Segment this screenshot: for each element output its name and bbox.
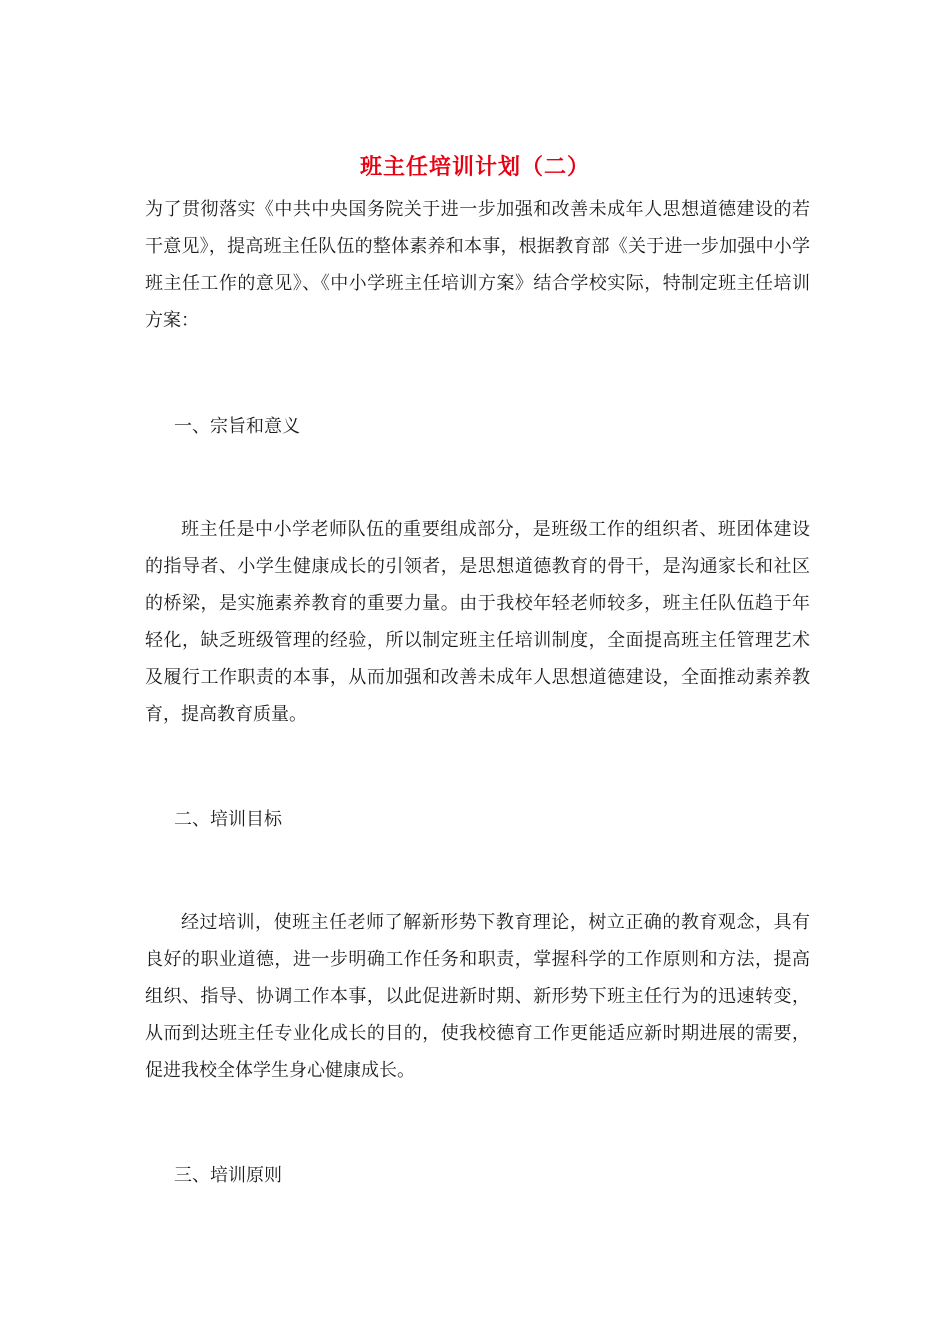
section-body-goals: 经过培训，使班主任老师了解新形势下教育理论，树立正确的教育观念，具有良好的职业道德，进一步明确工作任务和职责，掌握科学的工作原则和方法，提高组织、指导、协调工作本事，以此促进新时期、新形势下班主任行为的迅速转变，从而到达班主任专业化成长的目的，使我校德育工作更能适应新时期进展的需要，促进我校全体学生身心健康成长。 (145, 912, 810, 1081)
section-heading-purpose: 一、宗旨和意义 (174, 416, 300, 437)
document-title: 班主任培训计划（二） (359, 154, 590, 180)
section-heading-principles: 三、培训原则 (174, 1165, 282, 1186)
section-heading-goals: 二、培训目标 (174, 809, 282, 830)
intro-paragraph: 为了贯彻落实《中共中央国务院关于进一步加强和改善未成年人思想道德建设的若干意见》，提高班主任队伍的整体素养和本事，根据教育部《关于进一步加强中小学班主任工作的意见》、《中小学班主任培训方案》结合学校实际，特制定班主任培训方案： (145, 199, 810, 331)
section-body-purpose: 班主任是中小学老师队伍的重要组成部分，是班级工作的组织者、班团体建设的指导者、小学生健康成长的引领者，是思想道德教育的骨干，是沟通家长和社区的桥梁，是实施素养教育的重要力量。由于我校年轻老师较多，班主任队伍趋于年轻化，缺乏班级管理的经验，所以制定班主任培训制度，全面提高班主任管理艺术及履行工作职责的本事，从而加强和改善未成年人思想道德建设，全面推动素养教育，提高教育质量。 (145, 519, 810, 725)
